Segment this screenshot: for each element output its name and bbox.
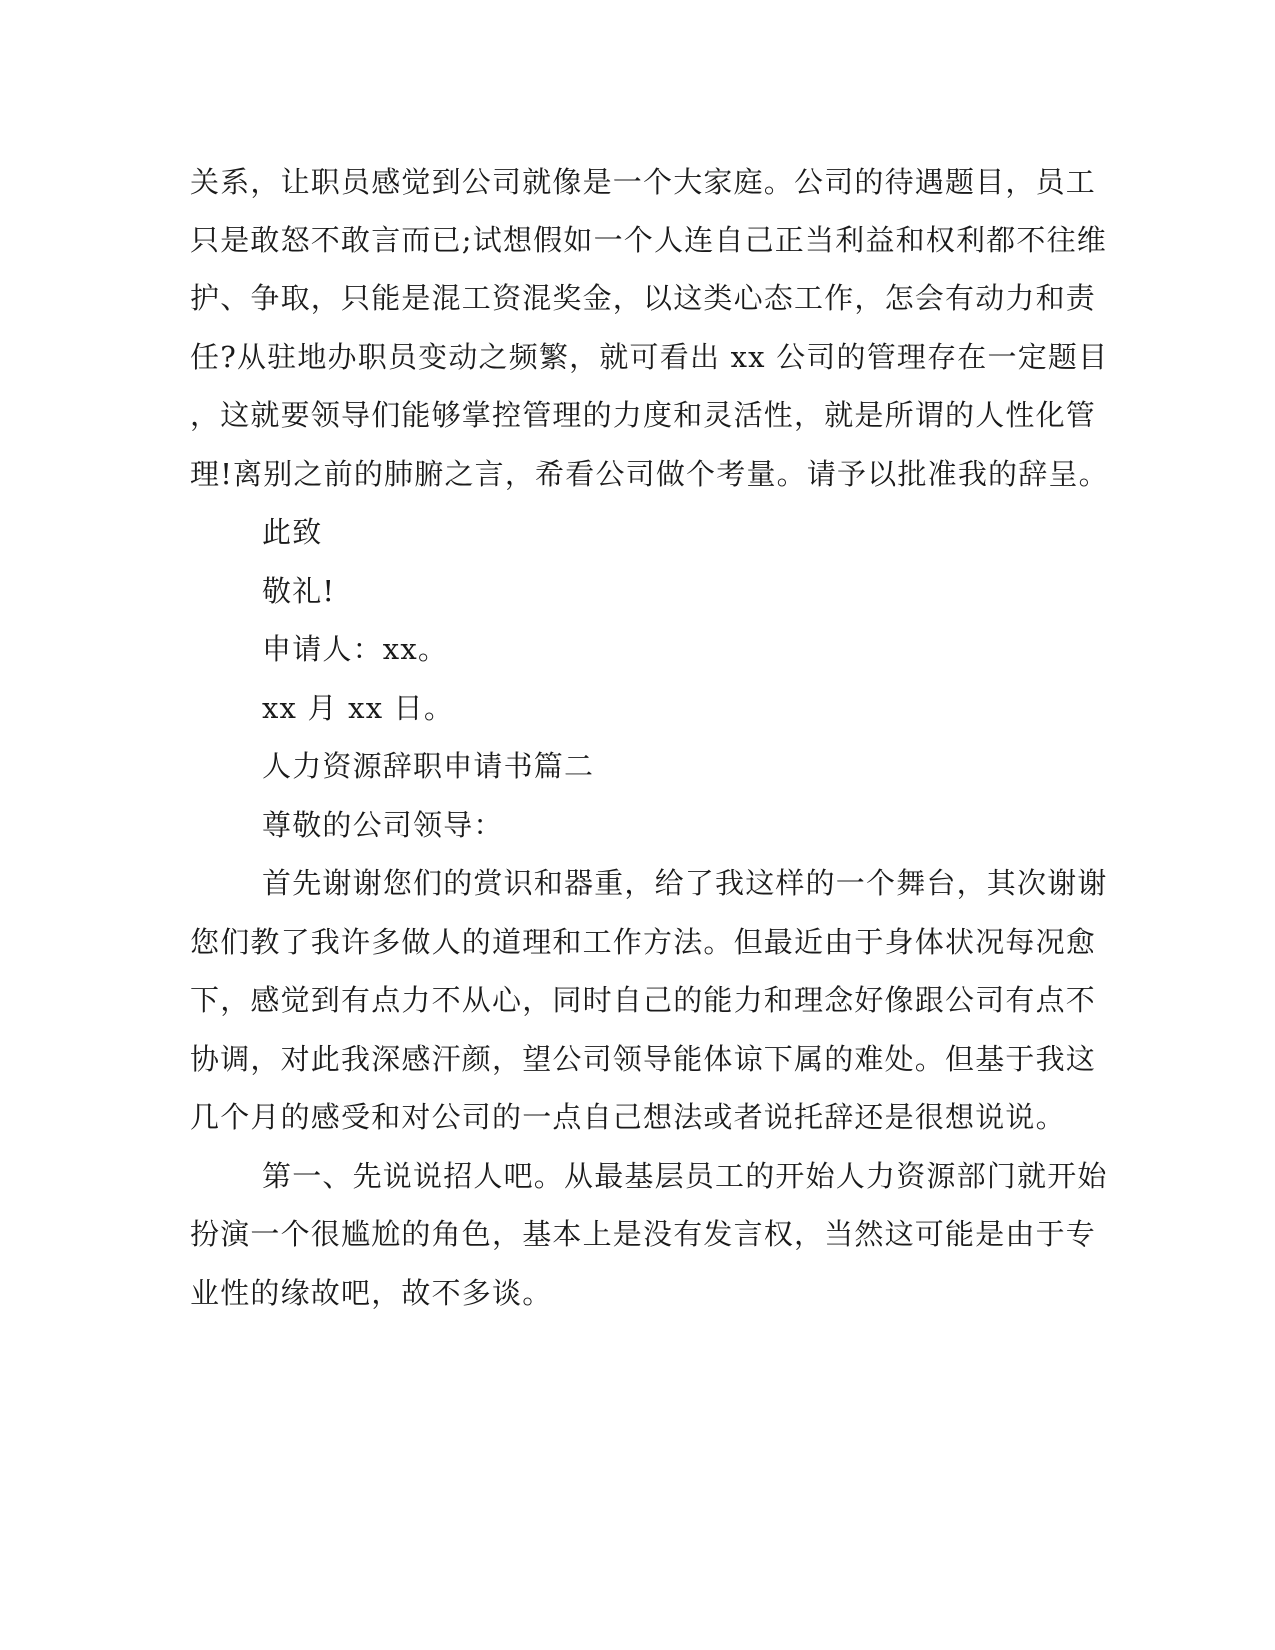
paragraph-1-line: 任?从驻地办职员变动之频繁，就可看出 xx 公司的管理存在一定题目 bbox=[190, 340, 1109, 374]
paragraph-3-line: 扮演一个很尴尬的角色，基本上是没有发言权，当然这可能是由于专 bbox=[190, 1217, 1097, 1251]
paragraph-2-line: 协调，对此我深感汗颜，望公司领导能体谅下属的难处。但基于我这 bbox=[190, 1042, 1097, 1076]
date-line: xx 月 xx 日。 bbox=[262, 691, 455, 725]
closing-greeting: 此致 bbox=[262, 515, 323, 549]
paragraph-1-line: ，这就要领导们能够掌控管理的力度和灵活性，就是所谓的人性化管 bbox=[190, 398, 1097, 432]
section-title: 人力资源辞职申请书篇二 bbox=[262, 749, 595, 783]
applicant-line: 申请人：xx。 bbox=[262, 632, 449, 666]
closing-salute: 敬礼! bbox=[262, 574, 336, 608]
paragraph-1-line: 护、争取，只能是混工资混奖金，以这类心态工作，怎会有动力和责 bbox=[190, 281, 1097, 315]
paragraph-2-line: 首先谢谢您们的赏识和器重，给了我这样的一个舞台，其次谢谢 bbox=[262, 866, 1108, 900]
paragraph-1-line: 理!离别之前的肺腑之言，希看公司做个考量。请予以批准我的辞呈。 bbox=[190, 457, 1109, 491]
paragraph-2-line: 下，感觉到有点力不从心，同时自己的能力和理念好像跟公司有点不 bbox=[190, 983, 1097, 1017]
paragraph-3-line: 第一、先说说招人吧。从最基层员工的开始人力资源部门就开始 bbox=[262, 1159, 1108, 1193]
paragraph-2-line: 您们教了我许多做人的道理和工作方法。但最近由于身体状况每况愈 bbox=[190, 925, 1097, 959]
paragraph-3-line: 业性的缘故吧，故不多谈。 bbox=[190, 1276, 553, 1310]
paragraph-1-line: 关系，让职员感觉到公司就像是一个大家庭。公司的待遇题目，员工 bbox=[190, 165, 1097, 199]
salutation: 尊敬的公司领导： bbox=[262, 808, 504, 842]
paragraph-2-line: 几个月的感受和对公司的一点自己想法或者说托辞还是很想说说。 bbox=[190, 1100, 1066, 1134]
paragraph-1-line: 只是敢怒不敢言而已;试想假如一个人连自己正当利益和权利都不往维 bbox=[190, 223, 1107, 257]
